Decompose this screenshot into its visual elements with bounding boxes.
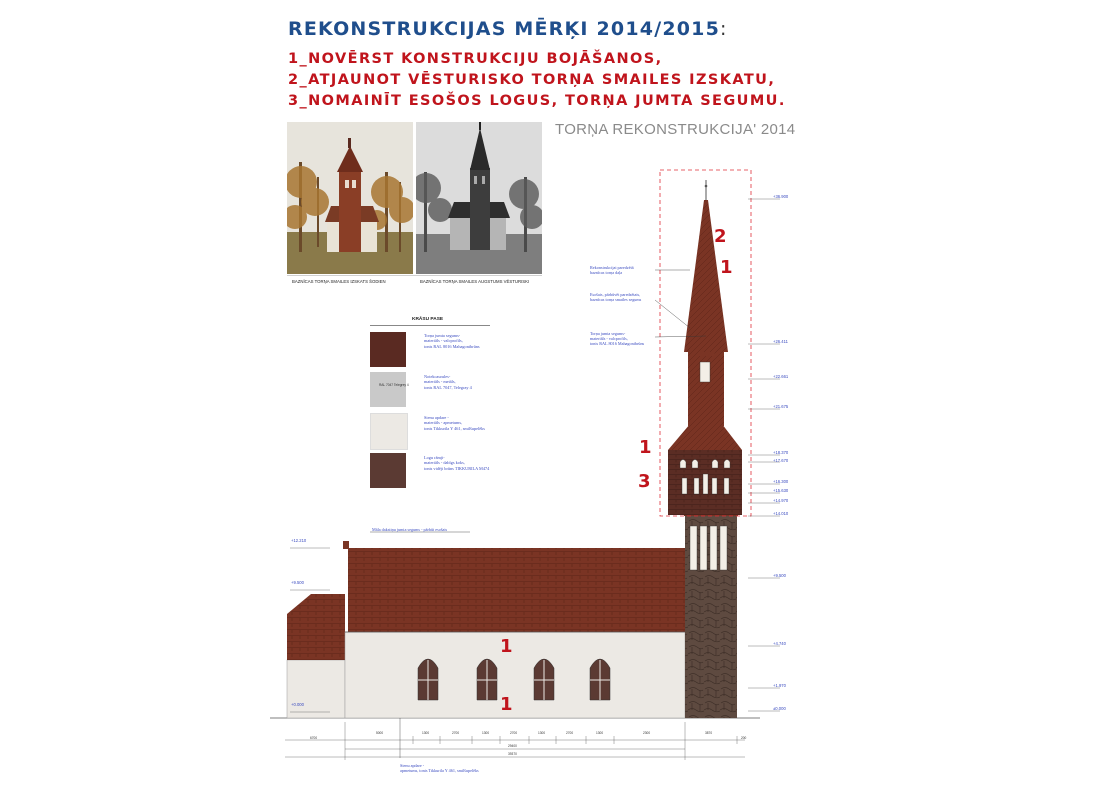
swatch-desc-walls: Sienu apdare - materiāls - apmetums, tonis Tikkurila Y 461, smilšupelēks <box>424 415 485 431</box>
red-mark-1-spire: 1 <box>720 257 733 278</box>
level-mark: +22.661 <box>773 374 789 379</box>
photo-caption-today: BAZNĪCAS TORŅA SMAILES IZSKATS ŠODIEN <box>292 279 386 284</box>
swatch-desc-roof-tower: Torņa jumta segums- materiāls - valcprofils, tonis RAL 8016 Mahagonibrūns <box>424 333 480 349</box>
swatch-desc-gutters: Notekcaurules- materiāls - metāls, tonis RAL 7047, Telegray 4 <box>424 374 472 390</box>
dim-label: 2700 <box>452 731 460 735</box>
tower-section-title: TORŅA REKONSTRUKCIJA' 2014 <box>555 121 796 138</box>
level-mark: ±0.000 <box>773 706 786 711</box>
swatch-desc-window-frames: Logu rāmji- materiāls - dabīgs koks, tonis vidēji brūns TIKKURILA M474 <box>424 455 490 471</box>
level-mark: +1.970 <box>773 683 786 688</box>
dim-overall-nave: 29400 <box>508 744 517 748</box>
level-mark: +16.300 <box>773 479 789 484</box>
dim-label: 1300 <box>596 731 604 735</box>
dim-label: 5000 <box>376 731 384 735</box>
level-mark-left: +9.500 <box>291 580 304 585</box>
level-mark: +36.900 <box>773 194 789 199</box>
red-mark-3: 3 <box>638 471 651 492</box>
red-mark-1-wall: 1 <box>500 694 513 715</box>
level-mark: +26.411 <box>773 339 788 344</box>
page-title: REKONSTRUKCIJAS MĒRĶI 2014/2015: <box>288 18 728 40</box>
level-mark: +21.675 <box>773 404 789 409</box>
goal-2: 2_ATJAUNOT VĒSTURISKO TORŅA SMAILES IZSKATU, <box>288 72 776 88</box>
level-mark-left: +12.210 <box>291 538 307 543</box>
dim-overall-total: 39370 <box>508 752 517 756</box>
level-mark: +4.740 <box>773 641 786 646</box>
level-mark: +14.010 <box>773 511 789 516</box>
dim-label: 1300 <box>538 731 546 735</box>
red-mark-1-roof: 1 <box>500 636 513 657</box>
level-mark: +14.970 <box>773 498 789 503</box>
dim-label: 2700 <box>510 731 518 735</box>
palette-title: KRĀSU PASE <box>412 317 444 322</box>
note-tower-roof: Torņa jumta segums- materiāls - valcprofils, tonis RAL 8016 Mahagonibrūns <box>590 331 645 347</box>
red-mark-2: 2 <box>714 226 727 247</box>
swatch-gutters-label: RAL 7047 Telegrey 4 <box>379 383 409 387</box>
level-mark: +9.500 <box>773 573 786 578</box>
dim-label: 2300 <box>643 731 651 735</box>
goal-3: 3_NOMAINĪT ESOŠOS LOGUS, TORŅA JUMTA SEGUMU. <box>288 93 786 109</box>
dim-label: 6700 <box>310 736 318 740</box>
dim-label: 2700 <box>566 731 574 735</box>
goal-1: 1_NOVĒRST KONSTRUKCIJU BOJĀŠANOS, <box>288 51 663 67</box>
level-mark: +15.630 <box>773 488 789 493</box>
dim-label: 3870 <box>705 731 713 735</box>
level-mark: +17.670 <box>773 458 789 463</box>
note-wall-finish: Sienu apdare - apmetums, tonis Tikkurila Y 461, smilšupelēks <box>400 763 479 774</box>
dim-label: 1300 <box>482 731 490 735</box>
photo-caption-historic: BAZNĪCAS TORŅA SMAILES AUGSTUMS VĒSTURISKI <box>420 279 530 284</box>
note-existing-spire: Esošais, pārbūvēt paredzētais, baznīcas torņa smailes segums <box>590 292 642 303</box>
level-mark-left: +0.000 <box>291 702 304 707</box>
red-mark-1-belfry: 1 <box>639 437 652 458</box>
level-mark: +18.370 <box>773 450 789 455</box>
dim-label: 200 <box>741 736 747 740</box>
note-reconstruction-part: Rekonstrukcijai paredzētā baznīcas torņa daļa <box>590 265 634 276</box>
dim-label: 1300 <box>422 731 430 735</box>
note-roof-tiles: Māla dakstiņu jumta segums - pārbūt esošais <box>372 527 448 532</box>
